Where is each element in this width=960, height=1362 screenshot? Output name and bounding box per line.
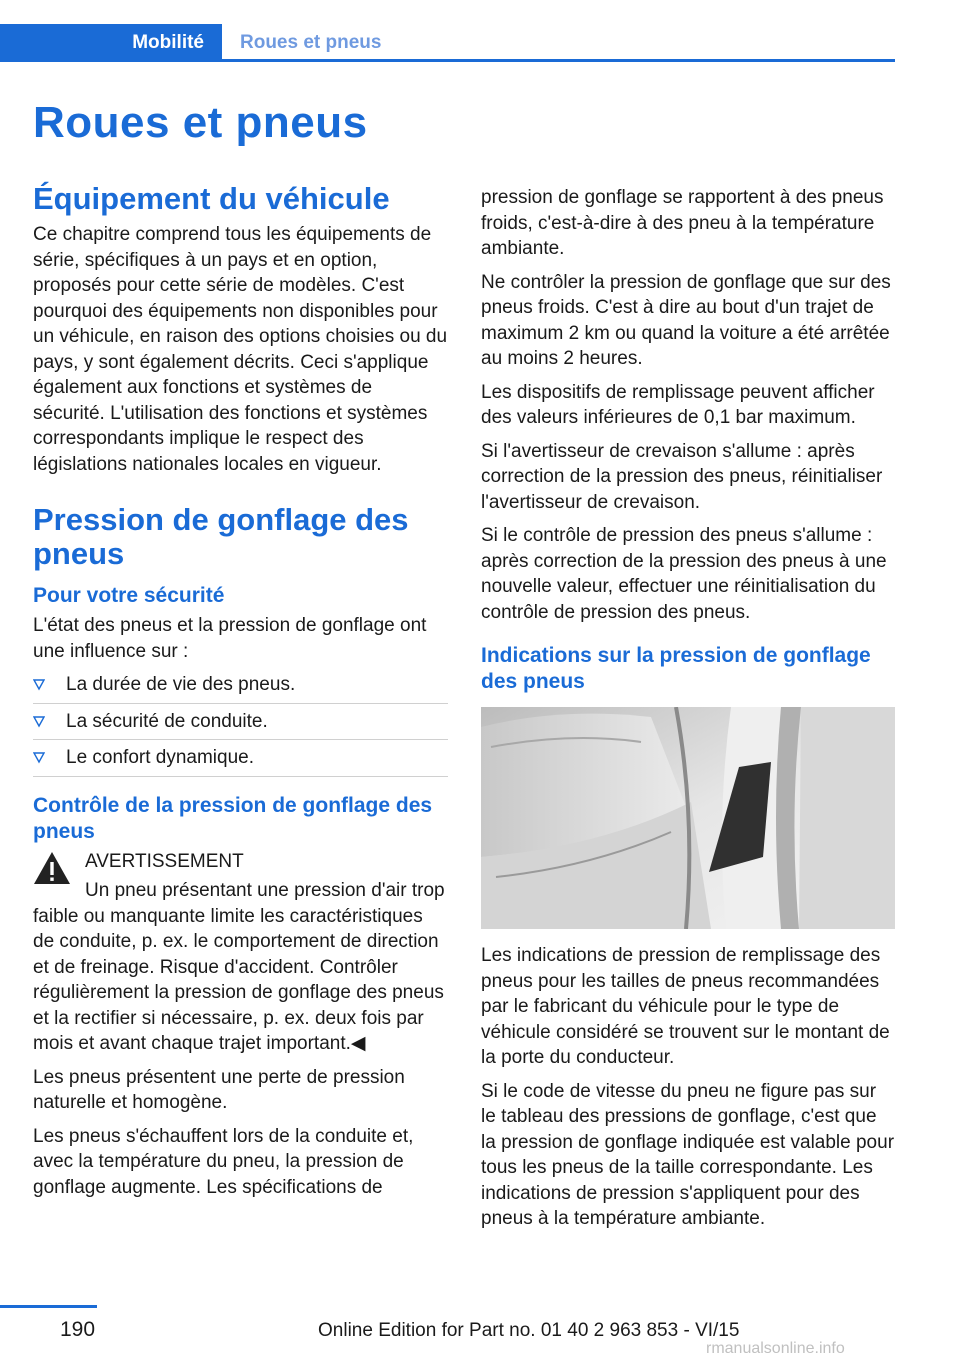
paragraph-dispositifs: Les dispositifs de remplissage peuvent afficher des valeurs inférieures de 0,1 bar maximum. [481,381,875,428]
triangle-bullet-icon [33,752,45,764]
paragraph-controle: Si le contrôle de pression des pneus s'allume : après correction de la pression des pneus à une nouvelle valeur, effectuer une réinitialisation du contrôle de pression des pneus. [481,525,887,623]
paragraph-securite: L'état des pneus et la pression de gonflage ont une influence sur : [33,615,427,662]
heading-pression: Pression de gonflage des pneus [33,502,409,571]
warning-icon [33,851,71,885]
heading-controle: Contrôle de la pression de gonflage des pneus [33,793,433,843]
page-number: 190 [60,1318,96,1341]
influence-list [33,672,448,777]
paragraph-indications: Les indications de pression de remplissage des pneus pour les tailles de pneus recommandées par le fabricant du véhicule pour le type de véhicule considéré se trouvent sur le montant de la porte du conducteur. [481,945,890,1068]
edition-note: Online Edition for Part no. 01 40 2 963 853 - VI/15 [318,1320,740,1341]
list-item [33,745,448,777]
heading-indications: Indications sur la pression de gonflage des pneus [481,644,871,693]
paragraph-perte: Les pneus présentent une perte de pression naturelle et homogène. [33,1066,405,1113]
list-item-text: La sécurité de conduite. [66,710,268,732]
page-title: Roues et pneus [33,98,368,147]
footer-rule [0,1305,97,1308]
paragraph-froids: Ne contrôler la pression de gonflage que sur des pneus froids. C'est à dire au bout d'un trajet de maximum 2 km ou quand la voiture a été arrêtée au moins 2 heures. [481,271,891,369]
watermark: rmanualsonline.info [706,1340,845,1357]
left-column [33,182,448,1208]
triangle-bullet-icon [33,716,45,728]
list-item [33,709,448,741]
warning-text: Un pneu présentant une pression d'air trop faible ou manquante limite les caractéristiques de conduite, p. ex. le comportement de direction et de freinage. Risque d'accident. Contrôler régulièrement la pression de gonflage des pneus et la rectifier si nécessaire, p. ex. deux fois par mois et avant chaque trajet important.◀ [33,880,445,1054]
door-pillar-photo [481,707,895,929]
list-item [33,672,448,704]
header-rule [0,59,895,62]
heading-securite: Pour votre sécurité [33,584,225,607]
paragraph-avertisseur: Si l'avertisseur de crevaison s'allume : après correction de la pression des pneus, réinitialiser l'avertisseur de crevaison. [481,440,883,513]
right-column [481,185,895,1240]
triangle-bullet-icon [33,679,45,691]
tab-roues-et-pneus[interactable]: Roues et pneus [240,32,382,53]
paragraph-echauffent: Les pneus s'échauffent lors de la conduite et, avec la température du pneu, la pression de gonflage augmente. Les spécifications de [33,1125,414,1198]
paragraph-vitesse: Si le code de vitesse du pneu ne figure pas sur le tableau des pressions de gonflage, c'est que la pression de gonflage indiquée est valable pour tous les pneus de la taille correspondante. Les indications de pression s'appliquent pour des pneus à la température ambiante. [481,1080,895,1229]
list-item-text: Le confort dynamique. [66,747,255,768]
header-tab-bar [0,24,895,62]
paragraph-equipement: Ce chapitre comprend tous les équipements de série, spécifiques à un pays et en option, proposés pour cette série de modèles. C'est pourquoi des équipements non disponibles pour un véhicule, en raison des options choisies ou du pays, y sont également décrits. Ceci s'applique également aux fonctions et systèmes de sécurité. L'utilisation des fonctions et systèmes correspondants implique le respect des législations nationales locales en vigueur. [33,224,448,475]
warning-block [33,849,448,875]
list-item-text: La durée de vie des pneus. [66,674,296,695]
tab-mobilite[interactable]: Mobilité [0,24,222,62]
heading-equipement: Équipement du véhicule [33,181,390,216]
paragraph-cont: pression de gonflage se rapportent à des pneus froids, c'est-à-dire à des pneu à la température ambiante. [481,187,884,259]
warning-title: AVERTISSEMENT [85,850,244,872]
